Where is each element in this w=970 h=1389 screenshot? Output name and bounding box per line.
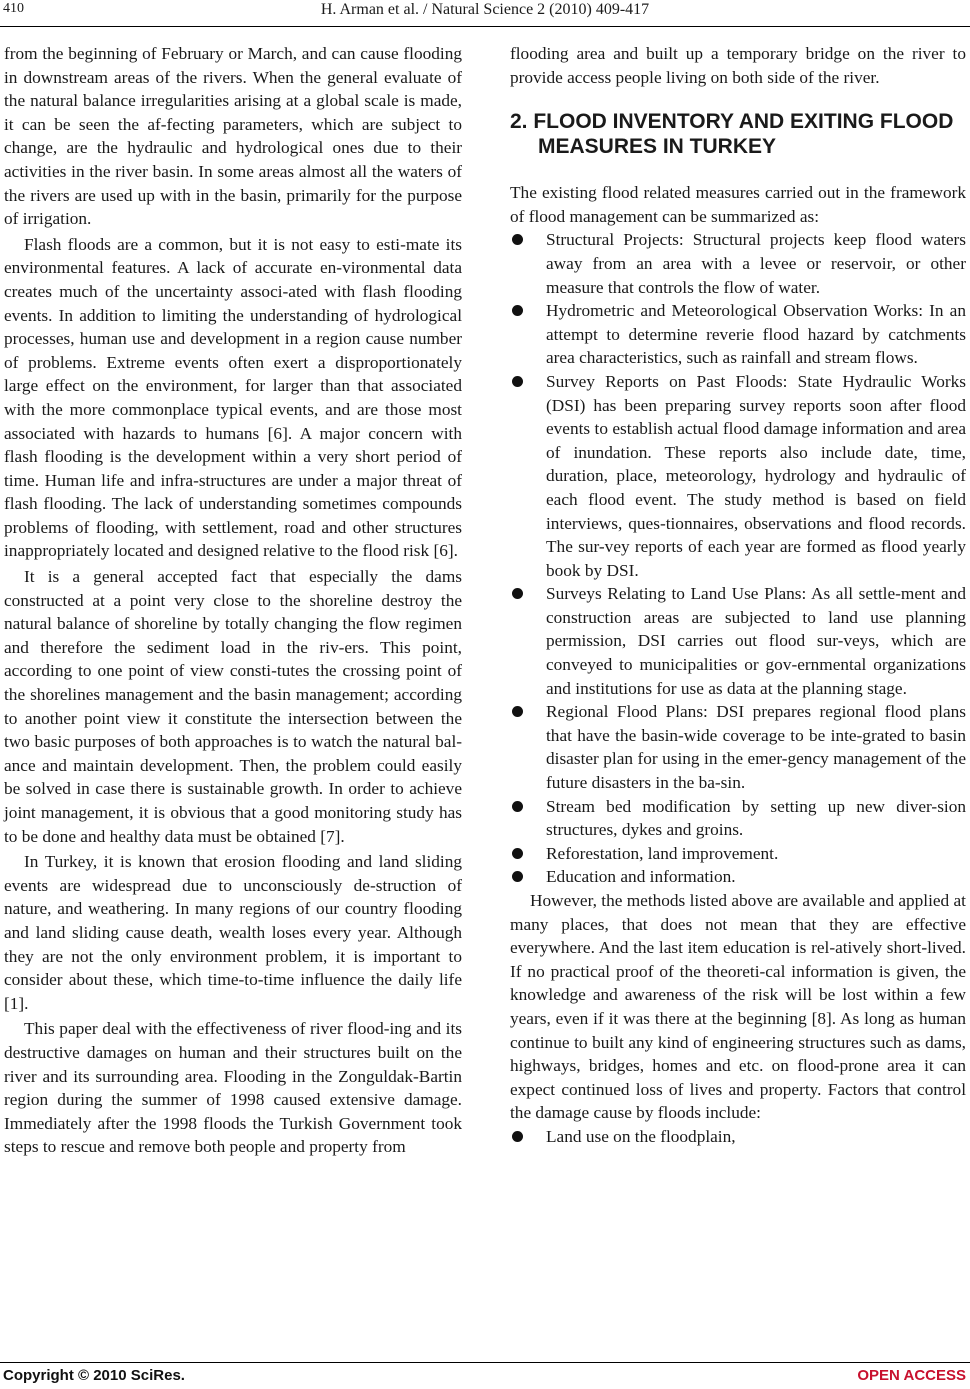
page-number: 410 [3, 1, 24, 16]
page-footer [0, 1362, 970, 1389]
list-item-text: Land use on the floodplain, [546, 1126, 736, 1146]
list-item-text: Reforestation, land improvement. [546, 843, 779, 863]
list-item [510, 795, 966, 842]
open-access-label: OPEN ACCESS [857, 1367, 966, 1384]
list-item [510, 865, 966, 889]
list-item [510, 842, 966, 866]
list-item [510, 370, 966, 582]
paragraph: flooding area and built up a temporary bridge on the river to provide access people living on both side of the river. [510, 44, 966, 87]
list-item [510, 299, 966, 370]
list-item-text: Structural Projects: Structural projects keep flood waters away from an area with a levee or reservoir, or other measure that controls the flow of water. [546, 230, 966, 297]
list-item [510, 1125, 966, 1149]
list-item-text: Survey Reports on Past Floods: State Hydraulic Works (DSI) has been preparing survey reports soon after flood events to establish actual flood damage information and area of inundation. These reports also include date, time, duration, place, meteorology, hydrology and hydraulic of each flood event. The study method is based on field interviews, ques-tionnaires, observations and flood records. The sur-vey reports of each year are formed as flood yearly book by DSI. [546, 371, 966, 580]
right-column [510, 42, 966, 1149]
paragraph: from the beginning of February or March, and can cause flooding in downstream areas of the rivers. When the general evaluate of the natural balance irregularities arising at a global scale is made, it can be seen the af-fecting parameters, which are subject to change, are the hydraulic and hydrological ones due to their activities in the river basin. In some areas almost all the waters of the rivers are used up with in the basin, primarily for the purpose of irrigation. [4, 44, 462, 229]
bullet-icon [512, 305, 523, 316]
list-item [510, 228, 966, 299]
paragraph: In Turkey, it is known that erosion flooding and land sliding events are widespread due to unconsciously de-struction of nature, and weathering. In many regions of our country flooding and land sliding cause death, wealth loses every year. Although they are not the only environment problem, it is important to consider about these, which time-to-time influence the daily life [1]. [4, 852, 462, 1013]
bullet-icon [512, 706, 523, 717]
section-heading: 2. FLOOD INVENTORY AND EXITING FLOOD MEASURES IN TURKEY [510, 110, 954, 159]
left-column [4, 42, 462, 1159]
paragraph: It is a general accepted fact that especially the dams constructed at a point very close to the shoreline destroy the natural balance of shoreline by totally changing the flow regimen and therefore the sediment load in the riv-ers. This point, according to one point of view consti-tutes the crossing point of the shorelines management and the basin management; according to another point view it constitute the intersection between the two basic purposes of both approaches is to watch the natural bal-ance and maintain development. Then, the problem could easily be solved in case there is sustainable growth. In order to achieve joint management, it is obvious that a good monitoring study has to be done and healthy data must be obtained [7]. [4, 567, 462, 846]
measures-list [510, 228, 966, 889]
list-item-text: Education and information. [546, 867, 736, 887]
paragraph: This paper deal with the effectiveness of river flood-ing and its destructive damages on human and their structures built on the river and its surrounding area. Flooding in the Zonguldak-Bartin region during the summer of 1998 caused extensive damage. Immediately after the 1998 floods the Turkish Government took steps to rescue and remove both people and property from [4, 1019, 462, 1157]
bullet-icon [512, 871, 523, 882]
list-item-text: Hydrometric and Meteorological Observation Works: In an attempt to determine reverie flood hazard by catchments area characteristics, such as rainfall and stream flows. [546, 301, 966, 368]
lead-paragraph: The existing flood related measures carried out in the framework of flood management can be summarized as: [510, 183, 966, 226]
bullet-icon [512, 1131, 523, 1142]
factors-list [510, 1125, 966, 1149]
list-item-text: Surveys Relating to Land Use Plans: As all settle-ment and construction areas are subjected to land use planning permission, DSI carries out flood sur-veys, which are conveyed to municipalities or gov-ernmental organizations and institutions for use as data at the planning stage. [546, 584, 966, 698]
page-header [0, 0, 970, 27]
paragraph: Flash floods are a common, but it is not easy to esti-mate its environmental features. A lack of accurate en-vironmental data creates much of the uncertainty associ-ated with flash flooding events. In addition to limiting the understanding of hydrological processes, human use and development in a region cause number of problems. Extreme events often exert a disproportionately large effect on the environment, for larger than that associated with the more commonplace typical events, and are those most associated with hazards to humans [6]. A major concern with flash flooding is the development within a very short period of time. Human life and infra-structures are under a major threat of flash flooding. The lack of understanding sometimes compounds problems of flooding, with settlement, road and other structures inappropriately located and designed relative to the flood risk [6]. [4, 234, 462, 561]
bullet-icon [512, 376, 523, 387]
bullet-icon [512, 848, 523, 859]
closing-paragraph: However, the methods listed above are available and applied at many places, that does not mean that they are effective everywhere. And the last item education is rel-atively short-lived. If no practical proof of the theoreti-cal information is given, the knowledge and awareness of the risk will be lost within a few years, even if it was there at the beginning [8]. As long as human continue to built any kind of engineering structures such as dams, highways, bridges, homes and etc. on flood-prone area it can expect continued loss of lives and property. Factors that control the damage cause by floods include: [510, 891, 966, 1123]
bullet-icon [512, 588, 523, 599]
bullet-icon [512, 801, 523, 812]
list-item [510, 700, 966, 794]
list-item-text: Stream bed modification by setting up new diver-sion structures, dykes and groins. [546, 796, 966, 840]
copyright-notice: Copyright © 2010 SciRes. [3, 1367, 185, 1384]
running-title: H. Arman et al. / Natural Science 2 (2010) 409-417 [320, 1, 650, 18]
bullet-icon [512, 234, 523, 245]
list-item-text: Regional Flood Plans: DSI prepares regional flood plans that have the basin-wide coverage to be inte-grated to basin disaster plan for using in the emer-gency management of the future disasters in the ba-sin. [546, 702, 966, 793]
list-item [510, 582, 966, 700]
